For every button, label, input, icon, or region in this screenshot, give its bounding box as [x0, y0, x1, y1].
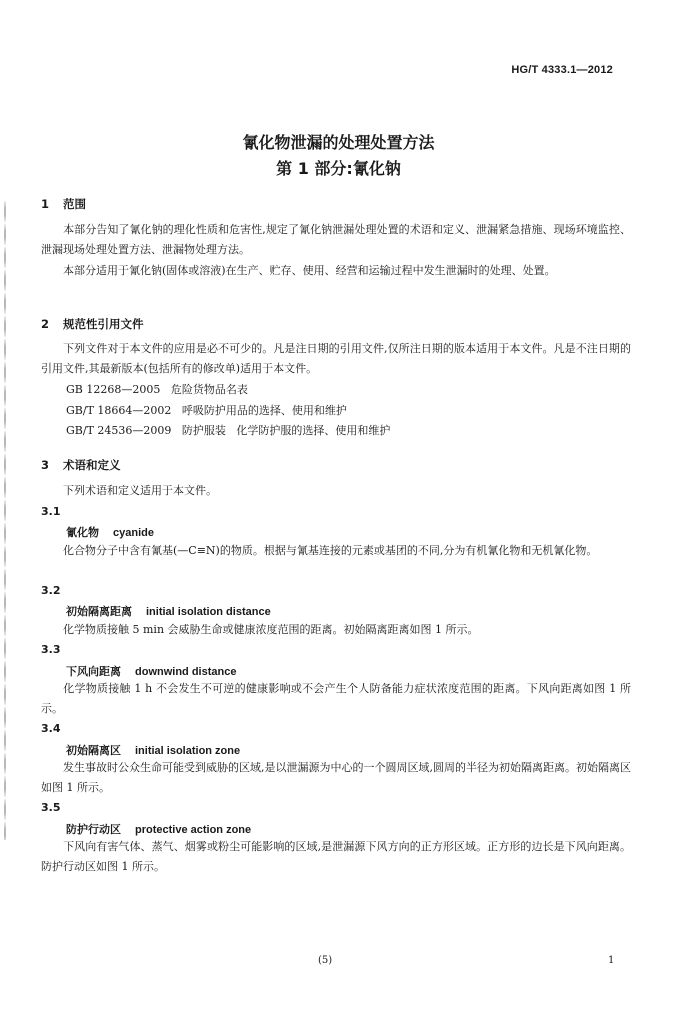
term-definition: 化学物质接触 1 h 不会发生不可逆的健康影响或不会产生个人防备能力症状浓度范围的距离。下风向距离如图 1 所示。	[41, 682, 631, 715]
term-en: cyanide	[113, 527, 154, 539]
term-en: downwind distance	[135, 666, 237, 678]
section-1-paragraph-1: 本部分告知了氰化钠的理化性质和危害性,规定了氰化钠泄漏处理处置的术语和定义、泄漏紧急措施、现场环境监控、泄漏现场处理处置方法、泄漏物处理方法。	[41, 223, 631, 256]
section-title: 范围	[63, 197, 87, 211]
term-definition: 化学物质接触 5 min 会威胁生命或健康浓度范围的距离。初始隔离距离如图 1 所示。	[63, 623, 479, 636]
term-number: 3.2	[41, 584, 61, 597]
term-definition: 发生事故时公众生命可能受到威胁的区域,是以泄漏源为中心的一个圆周区域,圆周的半径为初始隔离距离。初始隔离区如图 1 所示。	[41, 761, 631, 794]
term-en: initial isolation distance	[146, 606, 271, 618]
scan-artifact	[4, 200, 6, 840]
section-number: 3	[41, 458, 50, 472]
term-heading	[66, 603, 271, 619]
term-number: 3.5	[41, 801, 61, 814]
reference-item: GB/T 18664—2002 呼吸防护用品的选择、使用和维护	[66, 404, 347, 417]
term-number: 3.4	[41, 722, 61, 735]
term-heading	[66, 821, 251, 837]
section-2-heading	[41, 316, 144, 332]
term-zh: 初始隔离距离	[66, 605, 132, 618]
section-number: 2	[41, 317, 50, 331]
document-title	[0, 130, 677, 182]
term-zh: 防护行动区	[66, 823, 121, 836]
title-line-2: 第 1 部分:氰化钠	[276, 159, 401, 178]
term-en: initial isolation zone	[135, 745, 241, 757]
term-zh: 氰化物	[66, 526, 99, 539]
term-definition: 下风向有害气体、蒸气、烟雾或粉尘可能影响的区域,是泄漏源下风方向的正方形区域。正方形的边长是下风向距离。防护行动区如图 1 所示。	[41, 840, 631, 873]
section-3-paragraph-1: 下列术语和定义适用于本文件。	[63, 484, 217, 497]
footer-page-label: (5)	[318, 955, 333, 966]
footer-page-number: 1	[608, 955, 615, 966]
section-title: 规范性引用文件	[63, 317, 144, 331]
term-heading	[66, 663, 236, 679]
section-1-heading	[41, 196, 86, 212]
term-zh: 初始隔离区	[66, 744, 121, 757]
section-number: 1	[41, 197, 50, 211]
term-en: protective action zone	[135, 824, 252, 836]
section-title: 术语和定义	[63, 458, 121, 472]
title-line-1: 氰化物泄漏的处理处置方法	[242, 133, 435, 152]
term-number: 3.3	[41, 643, 61, 656]
standard-code: HG/T 4333.1—2012	[511, 64, 613, 76]
section-2-paragraph-1: 下列文件对于本文件的应用是必不可少的。凡是注日期的引用文件,仅所注日期的版本适用于本文件。凡是不注日期的引用文件,其最新版本(包括所有的修改单)适用于本文件。	[41, 342, 631, 375]
term-zh: 下风向距离	[66, 665, 121, 678]
term-definition: 化合物分子中含有氰基(—C≡N)的物质。根据与氰基连接的元素或基团的不同,分为有机氰化物和无机氰化物。	[63, 544, 598, 557]
term-number: 3.1	[41, 505, 61, 518]
reference-item: GB/T 24536—2009 防护服装 化学防护服的选择、使用和维护	[66, 424, 391, 437]
term-heading	[66, 524, 154, 540]
term-heading	[66, 742, 240, 758]
reference-item: GB 12268—2005 危险货物品名表	[66, 383, 248, 396]
section-3-heading	[41, 457, 121, 473]
section-1-paragraph-2: 本部分适用于氰化钠(固体或溶液)在生产、贮存、使用、经营和运输过程中发生泄漏时的处理、处置。	[63, 264, 556, 277]
